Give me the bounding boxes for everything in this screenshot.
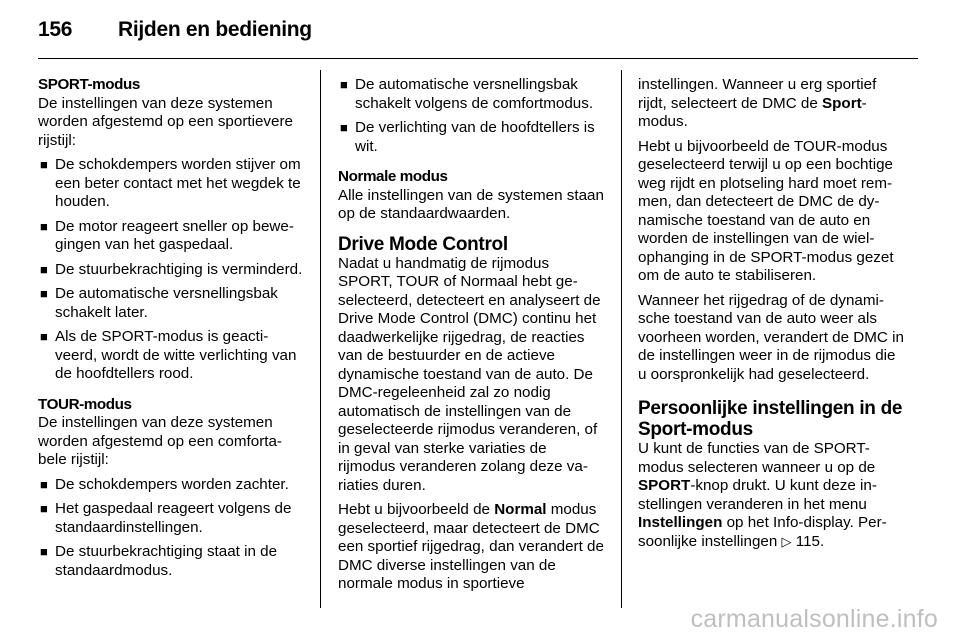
tour-mode-intro: De instellingen van deze systemen worden afgestemd op een comfortabele rijstijl: (38, 414, 282, 468)
bullet-icon: ■ (40, 329, 48, 344)
bullet-icon: ■ (40, 286, 48, 301)
list-item: ■ De motor reageert sneller op bewegingen van het gaspedaal. (40, 217, 294, 253)
bullet-icon: ■ (40, 544, 48, 559)
list-item: ■ De stuurbekrachtiging is verminderd. (40, 260, 303, 278)
list-item: ■ De automatische versnellingsbak schakelt later. (40, 285, 278, 321)
settings-menu-label: Instellingen (638, 514, 723, 531)
example-paragraph: Hebt u bijvoorbeeld de Normal modus geselecteerd, maar detecteert de DMC een sportief rijgedrag, dan verandert de DMC diverse instellingen van de normale modus in sportieve (338, 501, 604, 592)
tour-mode-list (38, 476, 304, 581)
list-item: ■ De schokdempers worden zachter. (40, 475, 289, 493)
bullet-icon: ■ (340, 120, 348, 135)
chapter-title: Rijden en bediening (118, 18, 312, 41)
sport-mode-heading: SPORT-modus (38, 76, 140, 93)
sport-mode-intro: De instellingen van deze systemen worden afgestemd op een sportievere rijstijl: (38, 94, 293, 149)
sport-mode-list (38, 156, 304, 384)
drive-mode-control-heading: Drive Mode Control (338, 233, 508, 255)
bullet-icon: ■ (40, 218, 48, 234)
list-item: ■ Het gaspedaal reageert volgens de standaardinstellingen. (40, 500, 292, 536)
page-number: 156 (38, 18, 73, 41)
sport-select-paragraph: instellingen. Wanneer u erg sportief rijdt, selecteert de DMC de Sport-modus. (638, 76, 877, 130)
sport-button-label: SPORT (638, 477, 691, 494)
normal-mode-text: Alle instellingen van de systemen staan op de standaardwaarden. (338, 186, 604, 222)
column-1 (38, 76, 304, 592)
page-reference-link[interactable]: 115. (795, 532, 825, 550)
list-item: ■ De automatische versnellingsbak schakelt volgens de comfortmodus. (340, 76, 594, 112)
revert-paragraph: Wanneer het rijgedrag of de dynamische toestand van de auto weer als voorheen worden, verandert de DMC in de instellingen weer in de rijmodus die u oorspronkelijk had geselecteerd. (638, 291, 904, 383)
bullet-icon: ■ (40, 501, 48, 516)
tour-mode-heading: TOUR-modus (38, 395, 132, 413)
column-divider-1 (320, 70, 321, 608)
column-3 (638, 76, 904, 557)
watermark-text: carmanualsonline.info (690, 605, 938, 633)
drive-mode-control-text: Nadat u handmatig de rijmodus SPORT, TOUR of Normaal hebt geselecteerd, detecteert en analyseert de Drive Mode Control (DMC) continu het daadwerkelijke rijgedrag, de reacties van de bestuurder en de actieve dynamische toestand van de auto. De DMC-regeleenheid zal zo nodig automatisch de instellingen van de geselecteerde rijmodus veranderen, of in geval van sterke variaties de rijmodus veranderen zolang deze variaties duren. (338, 254, 601, 494)
header-rule (38, 58, 918, 59)
column-2 (338, 76, 606, 600)
bullet-icon: ■ (40, 261, 48, 277)
personal-settings-text: U kunt de functies van de SPORT-modus selecteren wanneer u op de SPORT-knop drukt. U kunt deze instellingen veranderen in het menu Instellingen op het Info-display. Persoonlijke instellingen ▷ 115. (638, 440, 887, 550)
bullet-icon: ■ (40, 476, 48, 492)
list-item: ■ Als de SPORT-modus is geactiveerd, wordt de witte verlichting van de hoofdtellers rood. (40, 328, 297, 382)
normal-mode-heading: Normale modus (338, 168, 448, 185)
list-item: ■ De stuurbekrachtiging staat in de standaardmodus. (40, 543, 278, 579)
list-item: ■ De schokdempers worden stijver om een beter contact met het wegdek te houden. (40, 156, 301, 210)
sport-mode-label: Sport (822, 94, 862, 112)
page-reference-icon: ▷ (781, 533, 792, 549)
bullet-icon: ■ (40, 157, 48, 172)
list-item: ■ De verlichting van de hoofdtellers is wit. (340, 119, 595, 155)
comfort-list (338, 76, 606, 156)
column-divider-2 (621, 70, 622, 608)
personal-settings-heading: Persoonlijke instellingen in de Sport-modus (638, 398, 903, 440)
normal-mode-label: Normal (494, 501, 547, 518)
bullet-icon: ■ (340, 77, 348, 92)
tour-example-paragraph: Hebt u bijvoorbeeld de TOUR-modus geselecteerd terwijl u op een bochtige weg rijdt en plotseling hard moet remmen, dan detecteert de DMC de dynamische toestand van de auto en worden de instellingen van de wielophanging in de SPORT-modus gezet om de auto te stabiliseren. (638, 137, 894, 284)
